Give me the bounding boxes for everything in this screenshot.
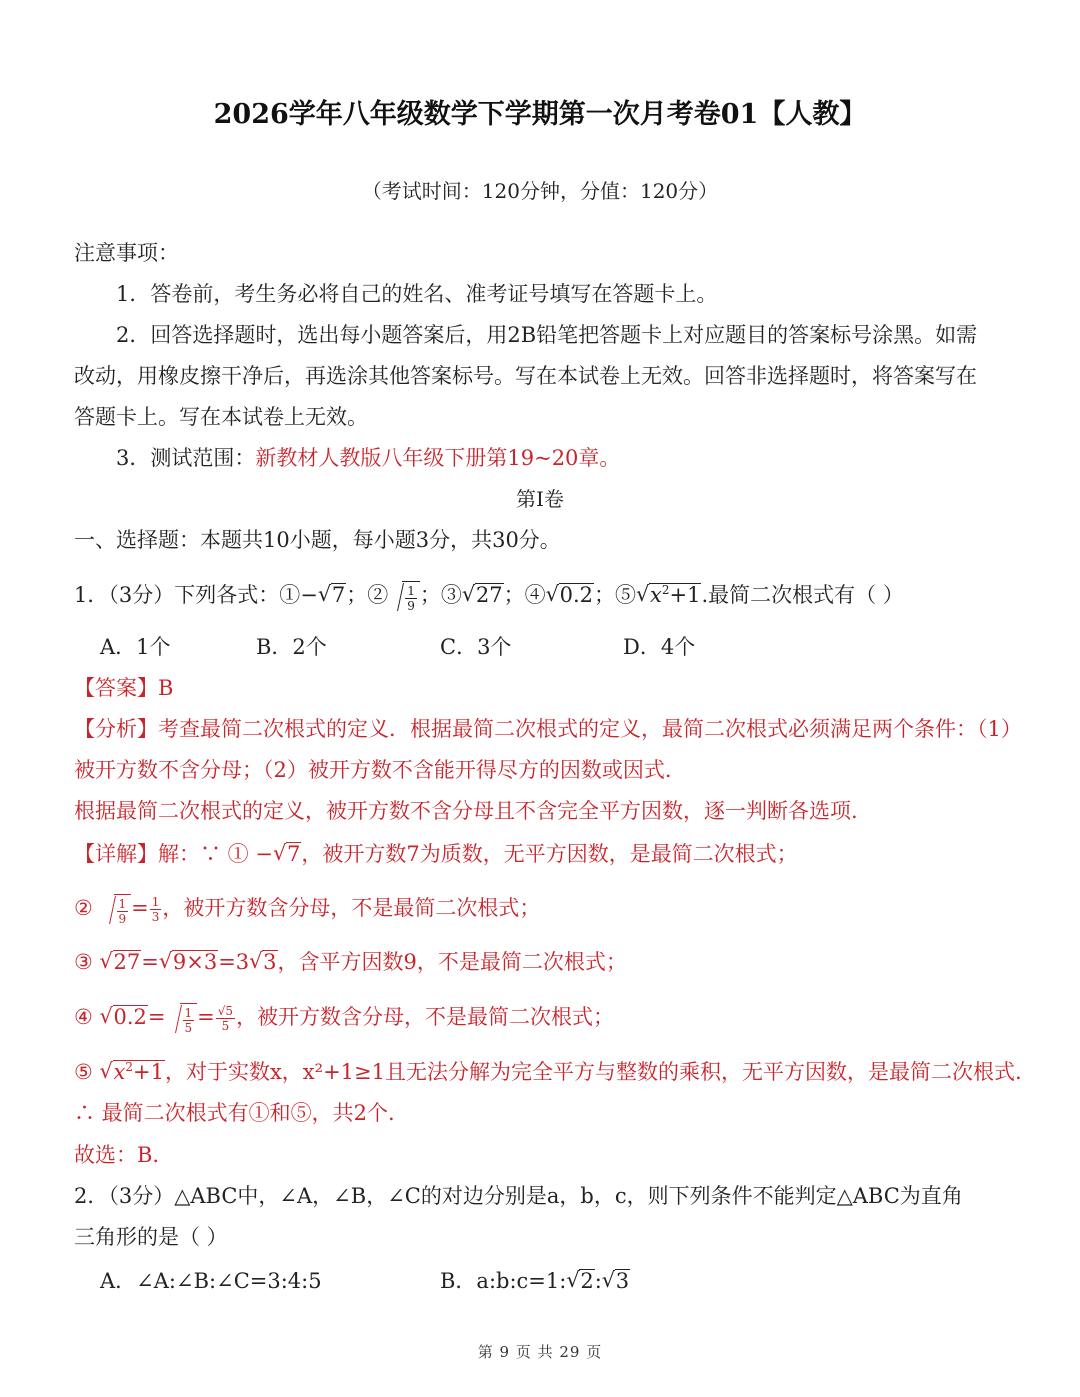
question-1-option-b: B．2个 bbox=[256, 635, 327, 659]
detail-step-2: ② $\frac{1}{9}$ = $\frac{1}{3}$ ，被开方数含分母，不是最简二次根式； bbox=[74, 895, 541, 926]
question-2-line-2: 三角形的是（ ） bbox=[74, 1225, 228, 1249]
question-1-option-c: C．3个 bbox=[440, 635, 512, 659]
question-1-option-a: A．1个 bbox=[100, 635, 171, 659]
sqrt-x2-plus-1: √ $x^2+1$ bbox=[636, 580, 701, 610]
analysis-line-2: 被开方数不含分母；（2）被开方数不含能开得尽方的因数或因式. bbox=[74, 758, 672, 782]
detail-step-5: ⑤ √ $x^2+1$，对于实数x，x²+1≥1且无法分解为完全平方与整数的乘积，无平方因数，是最简二次根式. bbox=[74, 1057, 1022, 1087]
notice-item-1: 1．答卷前，考生务必将自己的姓名、准考证号填写在答题卡上。 bbox=[116, 282, 718, 306]
notice-item-2-line-2: 改动，用橡皮擦干净后，再选涂其他答案标号。写在本试卷上无效。回答非选择题时，将答案写在 bbox=[74, 364, 977, 388]
question-2-option-a: A．∠A:∠B:∠C=3:4:5 bbox=[100, 1269, 322, 1293]
analysis-line-1: 【分析】考查最简二次根式的定义．根据最简二次根式的定义，最简二次根式必须满足两个条件：（1） bbox=[74, 717, 1022, 741]
notice-item-2-line-1: 2．回答选择题时，选出每小题答案后，用2B铅笔把答题卡上对应题目的答案标号涂黑。如需 bbox=[116, 323, 978, 347]
notice-heading: 注意事项： bbox=[74, 241, 179, 265]
page-number: 第 9 页 共 29 页 bbox=[477, 1343, 603, 1361]
scope-value: 新教材人教版八年级下册第19~20章。 bbox=[255, 446, 621, 470]
scope-label: 3．测试范围： bbox=[116, 446, 256, 470]
question-1-option-d: D．4个 bbox=[623, 635, 696, 659]
exam-info: （考试时间：120分钟，分值：120分） bbox=[361, 179, 719, 203]
notice-item-2-line-3: 答题卡上。写在本试卷上无效。 bbox=[74, 405, 368, 429]
analysis-line-3: 根据最简二次根式的定义，被开方数不含分母且不含完全平方因数，逐一判断各选项. bbox=[74, 799, 858, 823]
detail-step-4: ④ √ 0.2= $\frac{1}{5}$ = $\frac{√5}{5}$ ，被开方数含分母，不是最简二次根式； bbox=[74, 1002, 614, 1035]
question-2-line-1: 2．（3分）△ABC中，∠A，∠B，∠C的对边分别是a，b，c，则下列条件不能判定△ABC为直角 bbox=[74, 1184, 963, 1208]
sqrt-7: √ 7 bbox=[318, 580, 346, 610]
answer: 【答案】B bbox=[74, 676, 174, 700]
question-1-stem: 1．（3分）下列各式：①−√ 7；② $\frac{1}{9}$ ；③√ 27；④√ 0.2；⑤√ $x^2+1$.最简二次根式有（ ） bbox=[74, 580, 904, 613]
sqrt-one-ninth: $\frac{1}{9}$ bbox=[388, 581, 420, 613]
sqrt-27: √ 27 bbox=[462, 580, 504, 610]
detail-step-3: ③ √ 27=√ 9×3=3√ 3，含平方因数9，不是最简二次根式； bbox=[74, 947, 627, 977]
question-2-option-b: B．a:b:c=1:√ 2:√ 3 bbox=[440, 1266, 630, 1296]
detail-step-1: 【详解】解：∵ ① −√ 7，被开方数7为质数，无平方因数，是最简二次根式； bbox=[74, 839, 798, 869]
sqrt-0-2: √ 0.2 bbox=[546, 580, 594, 610]
conclusion: ∴ 最简二次根式有①和⑤，共2个. bbox=[74, 1101, 395, 1125]
page-title: 2026学年八年级数学下学期第一次月考卷01【人教】 bbox=[213, 99, 867, 130]
final-choice: 故选：B. bbox=[74, 1143, 160, 1167]
notice-item-3 bbox=[116, 443, 620, 473]
section-heading: 一、选择题：本题共10小题，每小题3分，共30分。 bbox=[74, 528, 561, 552]
volume-heading: 第I卷 bbox=[516, 487, 564, 511]
